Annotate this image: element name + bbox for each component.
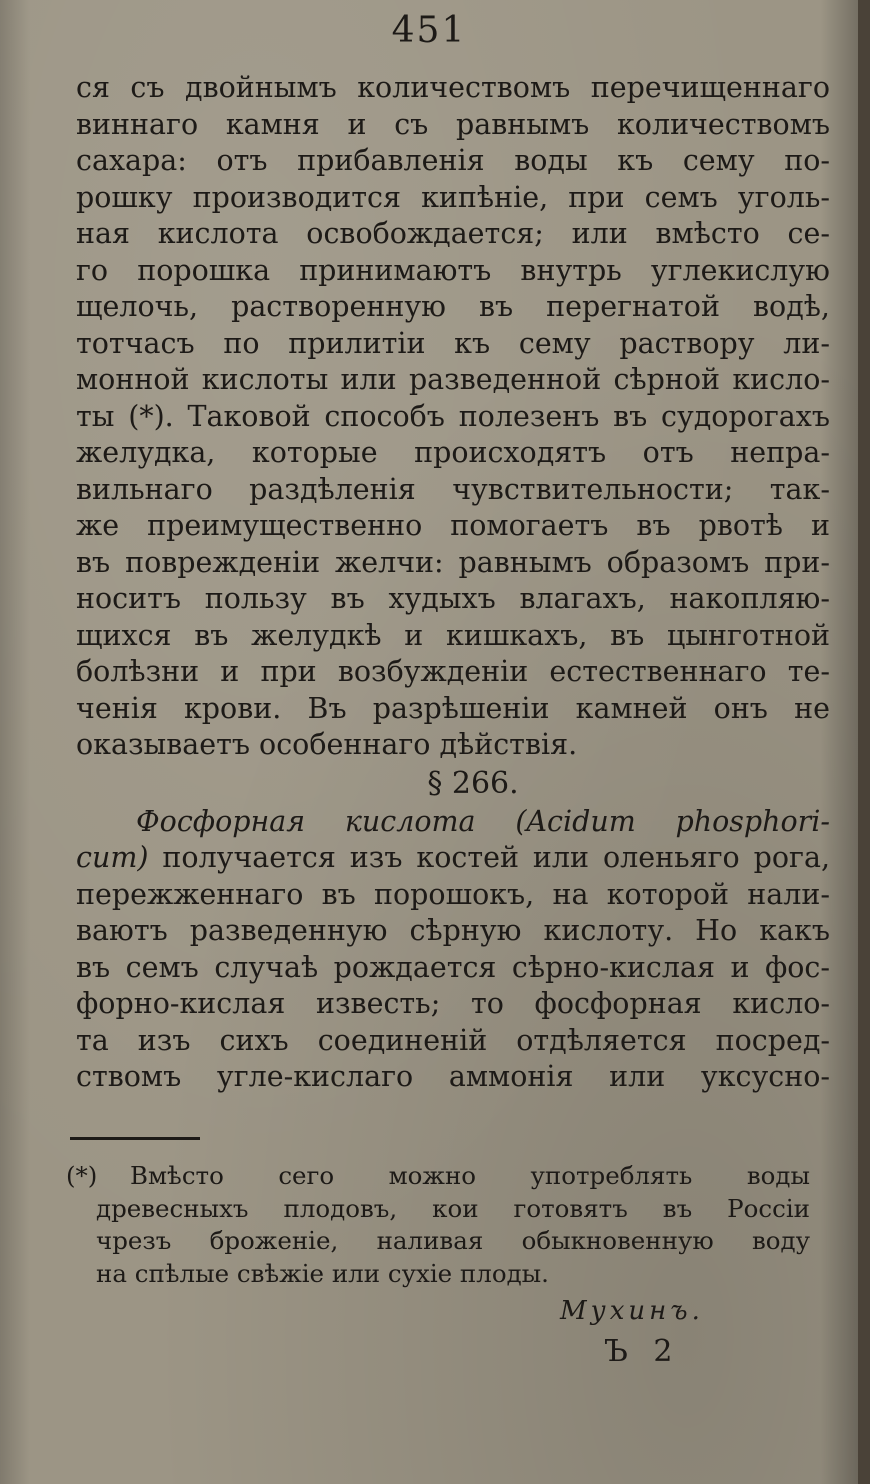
footnote-line: чрезъ броженіе, наливая обыкновенную воду xyxy=(96,1226,810,1255)
footnote-divider xyxy=(70,1137,200,1140)
text-line: та изъ сихъ соединеній отдѣляется посред- xyxy=(76,1023,830,1057)
text-line: болѣзни и при возбужденіи естественнаго те- xyxy=(76,655,830,688)
text-line: ваютъ разведенную сѣрную кислоту. Но какъ xyxy=(76,914,830,947)
section-lead-italic: Фосфорная кислота (Acidum phosphori- xyxy=(136,804,830,838)
text-line: вильнаго раздѣленія чувствительности; так- xyxy=(76,472,830,506)
footnote-author: Мухинъ. xyxy=(560,1296,704,1326)
text-line: въ поврежденіи желчи: равнымъ образомъ при- xyxy=(76,545,830,579)
text-line: ствомъ угле-кислаго аммонія или уксусно- xyxy=(76,1060,830,1093)
text-line xyxy=(76,840,830,877)
footnote-line xyxy=(66,1160,810,1193)
text-line: ся съ двойнымъ количествомъ перечищеннаго xyxy=(76,71,830,104)
text-line: носитъ пользу въ худыхъ влагахъ, накопляю- xyxy=(76,582,830,615)
text-line: форно-кислая известь; то фосфорная кисло- xyxy=(76,987,830,1020)
text-line: го порошка принимаютъ внутрь углекислую xyxy=(76,253,830,287)
section-second-rest: получается изъ костей или оленьяго рога, xyxy=(148,841,830,874)
printer-signature-mark: Ъ 2 xyxy=(604,1334,681,1369)
text-line: желудка, которые происходятъ отъ непра- xyxy=(76,436,830,469)
text-line: щелочь, растворенную въ перегнатой водѣ, xyxy=(76,290,830,323)
text-line: виннаго камня и съ равнымъ количествомъ xyxy=(76,107,830,141)
text-line: въ семъ случаѣ рождается сѣрно-кислая и фос- xyxy=(76,950,830,984)
text-line xyxy=(76,804,830,841)
footnote-mark: (*) xyxy=(66,1161,98,1190)
text-line: ная кислота освобождается; или вмѣсто се- xyxy=(76,217,830,250)
section-heading: § 266. xyxy=(427,765,519,801)
text-line: ты (*). Таковой способъ полезенъ въ судорогахъ xyxy=(76,399,830,433)
text-line: монной кислоты или разведенной сѣрной кисло- xyxy=(76,363,830,396)
page-number: 451 xyxy=(391,10,467,51)
footnote xyxy=(66,1160,810,1290)
text-line: оказываетъ особеннаго дѣйствія. xyxy=(76,728,578,761)
text-line: ченія крови. Въ разрѣшеніи камней онъ не xyxy=(76,691,830,725)
text-line: рошку производится кипѣніе, при семъ уголь- xyxy=(76,180,830,214)
footnote-first-text: Вмѣсто сего можно употреблять воды xyxy=(130,1161,810,1190)
text-line: сахара: отъ прибавленія воды къ сему по- xyxy=(76,144,830,177)
footnote-line: на спѣлые свѣжіе или сухіе плоды. xyxy=(96,1258,549,1288)
text-line: щихся въ желудкѣ и кишкахъ, въ цынготной xyxy=(76,618,830,652)
body-text xyxy=(76,70,830,1096)
text-line: же преимущественно помогаетъ въ рвотѣ и xyxy=(76,509,830,542)
text-line: пережженнаго въ порошокъ, на которой нали- xyxy=(76,877,830,911)
footnote-line: древесныхъ плодовъ, кои готовятъ въ Россіи xyxy=(96,1193,810,1223)
text-line: тотчасъ по прилитіи къ сему раствору ли- xyxy=(76,326,830,360)
section-second-italic: cum) xyxy=(76,841,149,874)
